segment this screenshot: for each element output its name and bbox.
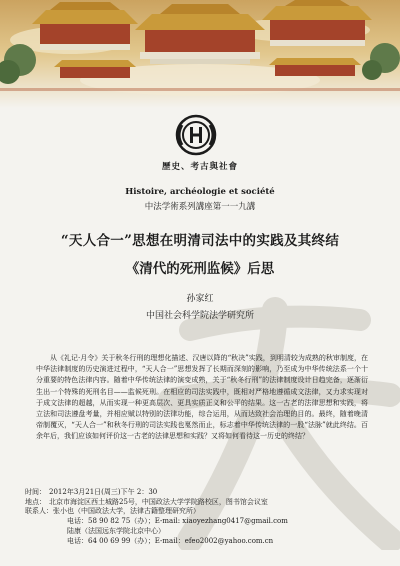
speaker-affiliation: 中国社会科学院法学研究所 [145, 311, 254, 321]
series-name-french: Histoire, archéologie et société [125, 187, 275, 197]
event-info [25, 488, 385, 546]
time-value: 2012年3月21日(周三)下午 2：30 [49, 488, 158, 496]
speaker-name: 孙家红 [186, 294, 214, 304]
contact-person-2: 陆康（法国远东学院北京中心） [67, 526, 165, 535]
contact-phone-email-1: 电话：58 90 82 75（办）；E-mail: xiaoyezhang0417@gmail.com [67, 517, 288, 526]
contact-label: 联系人： [25, 507, 53, 516]
palace-painting-icon [0, 0, 400, 108]
series-logo-icon [174, 113, 218, 157]
lecture-series-number: 中法学術系列講座第一一九講 [144, 202, 256, 212]
lecture-subtitle: 《清代的死刑监候》后思 [125, 261, 275, 277]
lecture-abstract: 从《礼记·月令》关于秋冬行刑的理想化描述、汉唐以降的“秋决”实践，到明清较为成熟的秋审制度，在中华法律制度的历史演进过程中，“天人合一”思想发挥了长期而深刻的影响，乃至成为中华传统法系一个十分重要的特色法律内容。随着中华传统法律的演变成熟，关于“秋冬行刑”的法律制度设计日趋完备，逐渐衍生出一个特殊的死刑名目——监候死刑。在相应的司法实践中，既相对严格地遵循成文法律，又力求实现对于成文法律的超越，从而实现一种更高层次、更具实质正义和公平的结果。这一古老的法律思想和实践，将立法和司法遵盘考量，并相应赋以特别的法律功能，综合运用，从而达致社会治理的目的。最终，随着晚清帝制覆灭，“天人合一”和秋冬行刑的司法实践也戛然而止，标志着中华传统法律的一股“法脉”就此终结。百余年后，我们应该如何评价这一古老的法律思想和实践？又将如何看待这一历史的终结？ [36, 354, 368, 441]
time-row [25, 488, 385, 498]
contact-person-2-row [25, 527, 385, 537]
contact-phone-1-row [25, 517, 385, 527]
contact-row [25, 507, 385, 517]
series-name: 歷史、考古與社會 [161, 162, 238, 172]
lecture-title: “天人合一”思想在明清司法中的实践及其终结 [60, 233, 340, 249]
contact-phone-email-2: 电话：64 00 69 99（办）；E-mail：efeo2002@yahoo.com.cn [67, 536, 274, 545]
place-value: 北京市海淀区西土城路25号，中国政法大学学院路校区，图书馆会议室 [49, 497, 268, 506]
contact-phone-2-row [25, 537, 385, 547]
time-label: 时间： [25, 488, 46, 496]
place-row [25, 498, 385, 508]
place-label: 地点： [25, 497, 46, 506]
contact-person-1: 张小也（中国政法大学，法律古籍整理研究所） [53, 507, 200, 516]
